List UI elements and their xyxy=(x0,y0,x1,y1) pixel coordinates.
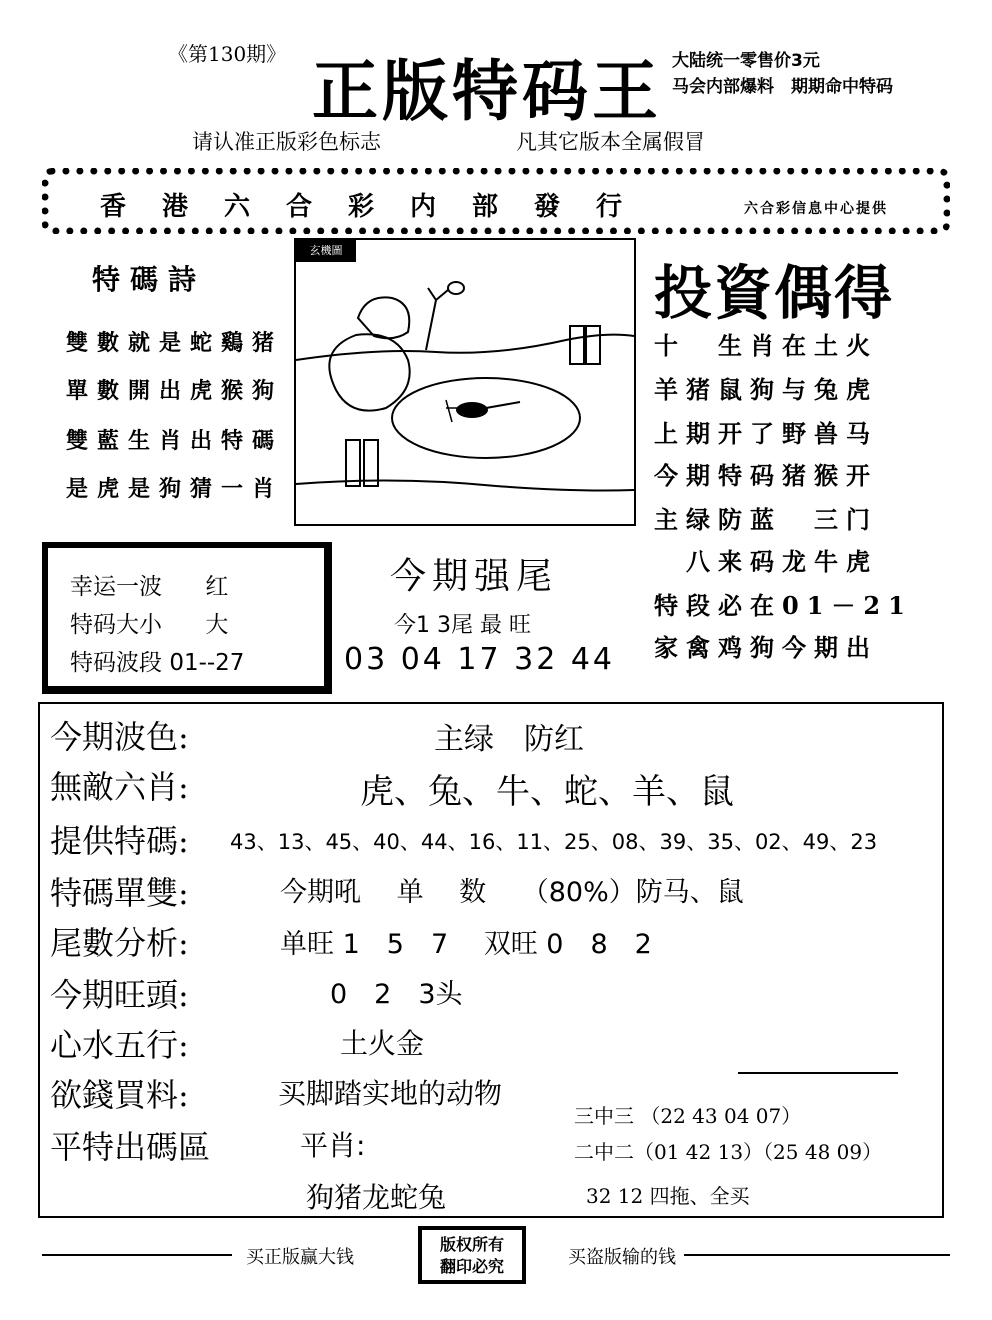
info-value: 单旺 1 5 7 双旺 0 8 2 xyxy=(280,929,652,960)
lucky-value: 大 xyxy=(205,612,229,638)
info-value: 今期吼 单 数 （80%）防马、鼠 xyxy=(280,877,744,908)
invest-line: 特段必在01－21 xyxy=(654,591,913,620)
riddle-picture xyxy=(294,238,636,526)
copyright-line-1: 版权所有 xyxy=(439,1235,504,1254)
tagline: 马会内部爆料 期期命中特码 xyxy=(672,77,893,97)
poem-line: 雙數就是蛇鷄猪 xyxy=(66,330,284,356)
tail-numbers: 03 04 17 32 44 xyxy=(344,642,616,677)
poem-line: 是虎是狗猜一肖 xyxy=(66,476,284,502)
banner-text: 香港六合彩内部發行 xyxy=(100,192,659,222)
info-value: 平肖: xyxy=(300,1129,366,1162)
tail-title: 今期强尾 xyxy=(390,556,559,597)
copyright-box xyxy=(418,1226,526,1284)
side-note: 二中二（01 42 13）（25 48 09） xyxy=(574,1140,883,1164)
lucky-row xyxy=(70,606,228,639)
lucky-label: 幸运一波 xyxy=(70,574,162,600)
lucky-label: 特码大小 xyxy=(70,612,162,638)
footer-right-text: 买盗版输的钱 xyxy=(568,1247,676,1268)
info-label: 今期波色: xyxy=(50,718,189,756)
poem-line: 雙藍生肖出特碼 xyxy=(66,428,284,454)
info-label: 欲錢買料: xyxy=(50,1076,189,1114)
info-value: 43、13、45、40、44、16、11、25、08、39、35、02、49、23 xyxy=(230,830,878,854)
lucky-value: 01--27 xyxy=(169,650,245,676)
invest-title: 投資偶得 xyxy=(654,259,895,327)
footer-line-right xyxy=(684,1254,950,1256)
flat-animals: 狗猪龙蛇兔 xyxy=(306,1181,447,1214)
info-label: 平特出碼區 xyxy=(50,1128,211,1166)
info-value: 虎、兔、牛、蛇、羊、鼠 xyxy=(360,772,734,812)
footer-left-text: 买正版赢大钱 xyxy=(246,1247,354,1268)
invest-line: 家禽鸡狗今期出 xyxy=(654,633,878,662)
footer-line-left xyxy=(42,1254,232,1256)
info-label: 心水五行: xyxy=(50,1026,189,1064)
lucky-row xyxy=(70,644,244,677)
invest-line: 今期特码猪猴开 xyxy=(654,461,878,490)
copyright-line-2: 翻印必究 xyxy=(439,1257,504,1276)
invest-line: 上期开了野兽马 xyxy=(654,419,878,448)
lucky-value: 红 xyxy=(205,574,229,600)
price-text: 大陆统一零售价3元 xyxy=(672,51,820,71)
info-label: 提供特碼: xyxy=(50,822,189,860)
tail-subtitle: 今1 3尾 最 旺 xyxy=(394,613,531,638)
notice-left: 请认准正版彩色标志 xyxy=(192,130,381,154)
info-label: 今期旺頭: xyxy=(50,976,189,1014)
banner-credit: 六合彩信息中心提供 xyxy=(744,201,888,217)
invest-line: 八来码龙牛虎 xyxy=(654,547,878,576)
info-value: 主绿 防红 xyxy=(434,722,584,757)
info-value: 买脚踏实地的动物 xyxy=(278,1077,503,1110)
side-note: 三中三 （22 43 04 07） xyxy=(574,1104,802,1128)
side-note: 32 12 四拖、全买 xyxy=(586,1184,750,1208)
info-value: 土火金 xyxy=(340,1027,425,1060)
info-label: 特碼單雙: xyxy=(50,874,189,912)
info-label: 無敵六肖: xyxy=(50,768,189,806)
invest-line: 主绿防蓝 三门 xyxy=(654,505,878,534)
info-value: 0 2 3头 xyxy=(330,979,463,1010)
issue-number: 《第130期》 xyxy=(168,42,287,66)
notice-right: 凡其它版本全属假冒 xyxy=(516,130,705,154)
lucky-row xyxy=(70,568,228,601)
main-title: 正版特码王 xyxy=(312,52,662,130)
poem-line: 單數開出虎猴狗 xyxy=(66,378,284,404)
lucky-label: 特码波段 xyxy=(70,650,162,676)
poem-title: 特碼詩 xyxy=(92,263,207,296)
picture-label: 玄機圖 xyxy=(296,240,356,262)
invest-line: 羊猪鼠狗与兔虎 xyxy=(654,375,878,404)
riddle-illustration xyxy=(296,240,634,524)
info-label: 尾數分析: xyxy=(50,924,189,962)
divider-line xyxy=(738,1072,898,1074)
invest-line: 十 生肖在土火 xyxy=(654,331,878,360)
